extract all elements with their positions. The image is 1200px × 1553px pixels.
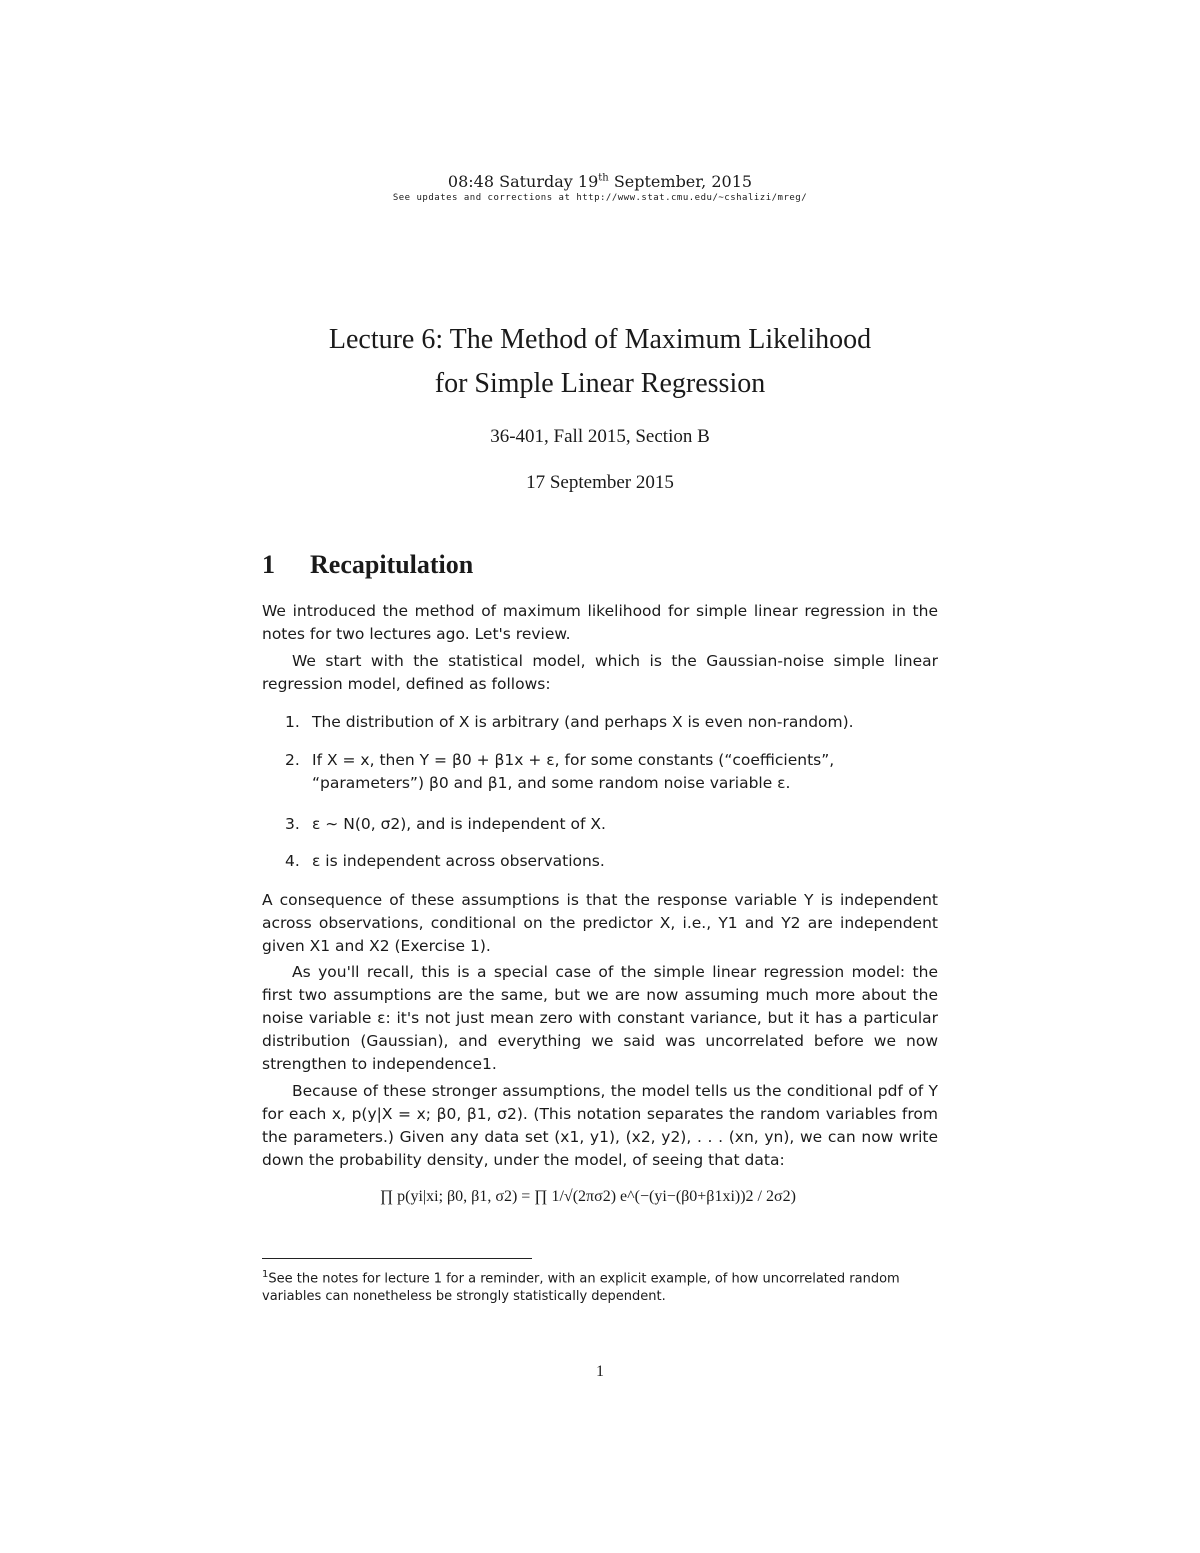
- list-marker: 3.: [285, 815, 300, 833]
- footnote: [262, 1266, 938, 1306]
- list-item: [285, 749, 938, 795]
- list-marker: 1.: [285, 713, 300, 731]
- list-text: The distribution of X is arbitrary (and perhaps X is even non-random).: [312, 713, 854, 731]
- footnote-text: See the notes for lecture 1 for a reminder, with an explicit example, of how uncorrelated random variables can nonetheless be strongly statistically dependent.: [262, 1271, 900, 1305]
- list-text: ε is independent across observations.: [312, 852, 605, 870]
- footnote-marker: 1: [262, 1269, 269, 1280]
- list-marker: 2.: [285, 751, 300, 769]
- section-heading: [262, 550, 473, 580]
- paragraph-4: As you'll recall, this is a special case of the simple linear regression model: the first two assumptions are the same, but we are now assuming much more about the noise variable ε: it's not just mean zero with constant variance, but it has a particular distribution (Gaussian), and everything we said was uncorrelated before we now strengthen to independence1.: [262, 963, 938, 1073]
- likelihood-equation: ∏ p(yi|xi; β0, β1, σ2) = ∏ 1/√(2πσ2) e^(−(yi−(β0+β1xi))2 / 2σ2): [380, 1188, 796, 1205]
- paragraph-2: We start with the statistical model, which is the Gaussian-noise simple linear regression model, defined as follows:: [262, 652, 938, 693]
- title-line-1: Lecture 6: The Method of Maximum Likelihood: [328, 324, 872, 355]
- paragraph-1: We introduced the method of maximum likelihood for simple linear regression in the notes for two lectures ago. Let's review.: [262, 602, 938, 643]
- timestamp-prefix: 08:48 Saturday 19: [447, 172, 599, 191]
- list-marker: 4.: [285, 852, 300, 870]
- footnote-rule: [262, 1258, 532, 1259]
- timestamp: [0, 172, 1200, 191]
- timestamp-suffix: September, 2015: [608, 172, 753, 191]
- paragraph-5: Because of these stronger assumptions, the model tells us the conditional pdf of Y for each x, p(y|X = x; β0, β1, σ2). (This notation separates the random variables from the parameters.) Given any data set (x1, y1), (x2, y2), . . . (xn, yn), we can now write down the probability density, under the model, of seeing that data:: [262, 1082, 938, 1169]
- updates-note: See updates and corrections at http://www.stat.cmu.edu/~cshalizi/mreg/: [392, 193, 808, 203]
- lecture-date: 17 September 2015: [526, 472, 674, 493]
- page-title: [0, 318, 1200, 406]
- list-text: If X = x, then Y = β0 + β1x + ε, for some constants (“coefficients”, “parameters”) β0 and β1, and some random noise variable ε.: [312, 751, 835, 792]
- list-item: [285, 813, 938, 836]
- list-item: [285, 711, 938, 734]
- section-title: Recapitulation: [310, 550, 474, 579]
- timestamp-sup: th: [598, 172, 609, 184]
- paragraph-3: A consequence of these assumptions is that the response variable Y is independent across observations, conditional on the predictor X, i.e., Y1 and Y2 are independent given X1 and X2 (Exercise 1).: [262, 891, 938, 955]
- section-number: 1: [262, 550, 275, 579]
- list-text: ε ∼ N(0, σ2), and is independent of X.: [312, 815, 606, 833]
- course-info: 36-401, Fall 2015, Section B: [490, 426, 710, 447]
- list-item: [285, 850, 938, 873]
- page-number: 1: [596, 1363, 604, 1380]
- title-line-2: for Simple Linear Regression: [434, 368, 766, 399]
